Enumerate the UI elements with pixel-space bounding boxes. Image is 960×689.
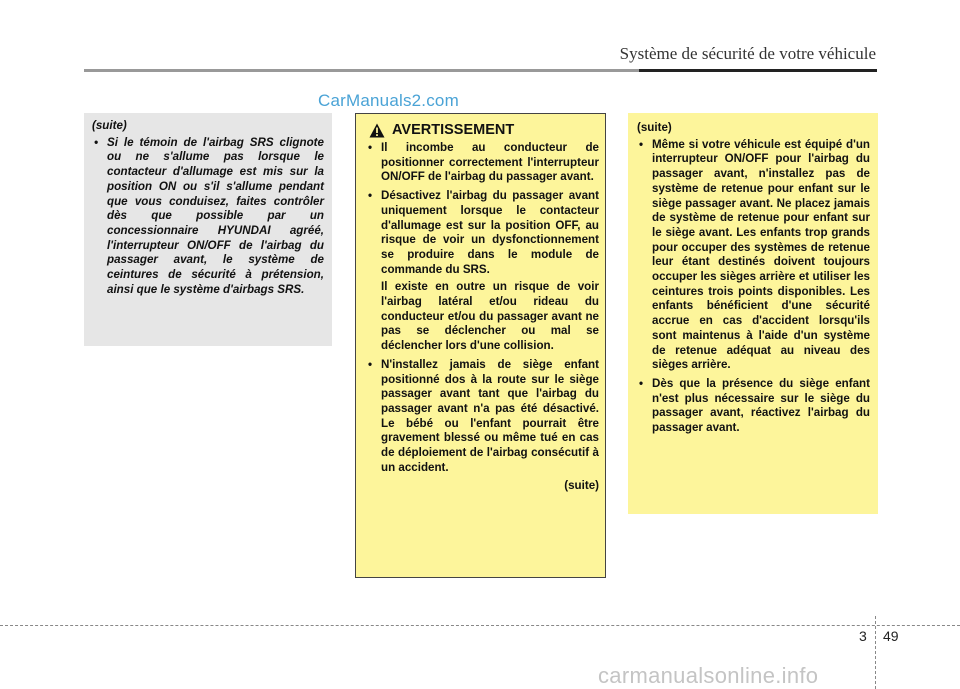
note-box-continued [84, 113, 332, 346]
section-title: Système de sécurité de votre véhicule [619, 44, 876, 63]
list-item: • Il incombe au conducteur de positionner correctement l'interrupteur ON/OFF de l'airbag du passager avant. [366, 141, 599, 185]
watermark-carmanualsonline[interactable]: carmanualsonline.info [598, 663, 819, 688]
suite-label: (suite) [92, 119, 127, 132]
footer-rule [0, 625, 960, 626]
warning-title: AVERTISSEMENT [392, 122, 515, 139]
suite-label-end: (suite) [564, 479, 599, 493]
warning-triangle-icon [369, 123, 385, 138]
list-item: • N'installez jamais de siège enfant positionné dos à la route sur le siège passager avant tant que l'airbag du passager avant n'a pas été désactivé. Le bébé ou l'enfant pourrait être gravement blessé ou même tué en cas de déploiement de l'airbag consécutif à un accident. [366, 358, 599, 476]
list-item: • Même si votre véhicule est équipé d'un interrupteur ON/OFF pour l'airbag du passager avant, n'installez pas de système de retenue pour enfant sur le siège passager avant. Ne placez jamais de système de retenue pour enfant sur le siège avant. Les enfants trop grands pour occuper des systèmes de retenue leur étant destinés doivent toujours occuper les sièges arrière et utiliser les ceintures trois points disponibles. Les enfants bénéficient d'une sécurité accrue en cas d'accident lorsqu'ils sont maintenus à l'aide d'un système de retenue adéquat au niveau des sièges arrière. [637, 138, 870, 373]
warning-list [366, 141, 599, 277]
footer-divider [875, 616, 876, 689]
list-item: • Si le témoin de l'airbag SRS clignote ou ne s'allume pas lorsque le contacteur d'allumage est mis sur la position ON ou s'il s'allume pendant que vous conduisez, faites contrôler dès que possible par un concessionnaire HYUNDAI agréé, l'interrupteur ON/OFF de l'airbag du passager avant, le système de ceintures de sécurité à prétension, ainsi que le système d'airbags SRS. [92, 136, 324, 298]
page-number: 49 [883, 628, 899, 644]
list-item-text: Désactivez l'airbag du passager avant uniquement lorsque le contacteur d'allumage est sur la position OFF, au risque de voir un dysfonctionnement se produire dans le module de commande du SRS. [381, 189, 599, 276]
note-list [92, 136, 324, 298]
suite-label: (suite) [637, 121, 672, 134]
caution-box-continued [628, 113, 878, 514]
warning-header [369, 123, 599, 138]
list-item-continuation: Il existe en outre un risque de voir l'airbag latéral et/ou rideau du conducteur et/ou du passager avant ne pas se déclencher ou mal se déclencher lors d'une collision. [381, 280, 599, 353]
watermark-carmanuals[interactable]: CarManuals2.com [318, 91, 459, 110]
warning-box [355, 113, 606, 578]
chapter-number: 3 [859, 628, 867, 644]
caution-list [637, 138, 870, 436]
warning-list-continued [366, 358, 599, 476]
header-rule [84, 69, 877, 72]
list-item [366, 189, 599, 277]
list-item: • Dès que la présence du siège enfant n'est plus nécessaire sur le siège du passager avant, réactivez l'airbag du passager avant. [637, 377, 870, 436]
